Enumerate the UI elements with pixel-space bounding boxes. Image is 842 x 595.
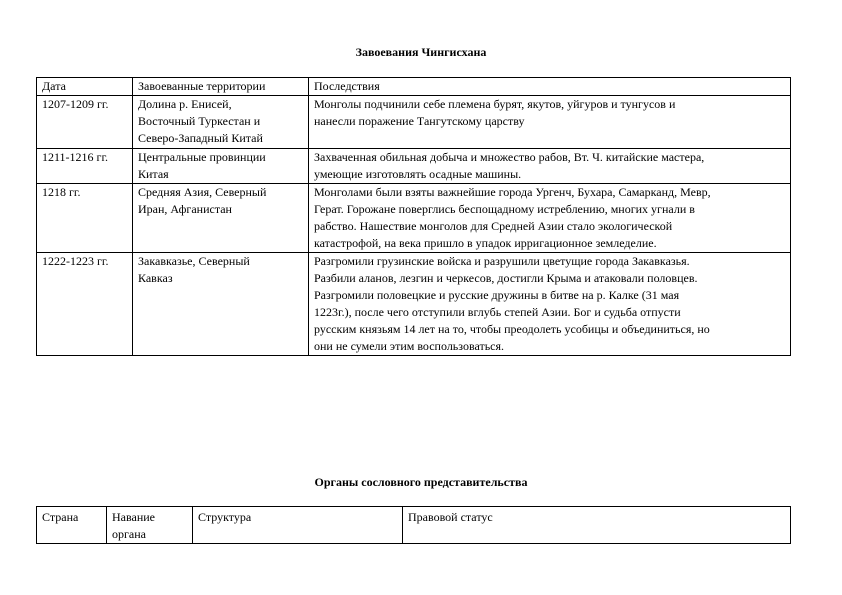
header-country: Страна bbox=[37, 507, 107, 544]
table-header-row bbox=[37, 78, 791, 96]
header-date: Дата bbox=[37, 78, 133, 96]
table-row bbox=[37, 253, 791, 356]
table-title-conquests: Завоевания Чингисхана bbox=[355, 45, 487, 59]
cell-date: 1222-1223 гг. bbox=[37, 253, 133, 356]
header-territory: Завоеванные территории bbox=[133, 78, 309, 96]
cell-consequence: Монголы подчинили себе племена бурят, якутов, уйгуров и тунгусов и нанесли поражение Тангутскому царству bbox=[309, 96, 791, 149]
cell-consequence: Разгромили грузинские войска и разрушили цветущие города Закавказья. Разбили аланов, лезгин и черкесов, достигли Крыма и атаковали половцев. Разгромили половецкие и русские дружины в битве на р. Калке (31 мая 1223г.), после чего отступили вглубь степей Азии. Бог и судьба отпусти русским князьям 14 лет на то, чтобы преодолеть усобицы и объединиться, но они не сумели этим воспользоваться. bbox=[309, 253, 791, 356]
cell-consequence: Монголами были взяты важнейшие города Ургенч, Бухара, Самарканд, Мевр, Герат. Горожане поверглись беспощадному истреблению, многих угнали в рабство. Нашествие монголов для Средней Азии стало экологической катастрофой, на века пришло в упадок ирригационное земледелие. bbox=[309, 184, 791, 253]
cell-date: 1218 гг. bbox=[37, 184, 133, 253]
table-row bbox=[37, 184, 791, 253]
header-structure: Структура bbox=[193, 507, 403, 544]
conquests-table bbox=[36, 77, 791, 356]
cell-date: 1207-1209 гг. bbox=[37, 96, 133, 149]
header-body-name: Навание органа bbox=[107, 507, 193, 544]
table-row bbox=[37, 96, 791, 149]
header-consequence: Последствия bbox=[309, 78, 791, 96]
estate-representation-table bbox=[36, 506, 791, 544]
cell-territory: Закавказье, Северный Кавказ bbox=[133, 253, 309, 356]
cell-date: 1211-1216 гг. bbox=[37, 149, 133, 184]
cell-territory: Центральные провинции Китая bbox=[133, 149, 309, 184]
table-title-estate-representation: Органы сословного представительства bbox=[314, 475, 528, 489]
table-row bbox=[37, 149, 791, 184]
table-header-row bbox=[37, 507, 791, 544]
cell-consequence: Захваченная обильная добыча и множество рабов, Вт. Ч. китайские мастера, умеющие изготовлять осадные машины. bbox=[309, 149, 791, 184]
header-legal-status: Правовой статус bbox=[403, 507, 791, 544]
cell-territory: Средняя Азия, Северный Иран, Афганистан bbox=[133, 184, 309, 253]
cell-territory: Долина р. Енисей, Восточный Туркестан и Северо-Западный Китай bbox=[133, 96, 309, 149]
